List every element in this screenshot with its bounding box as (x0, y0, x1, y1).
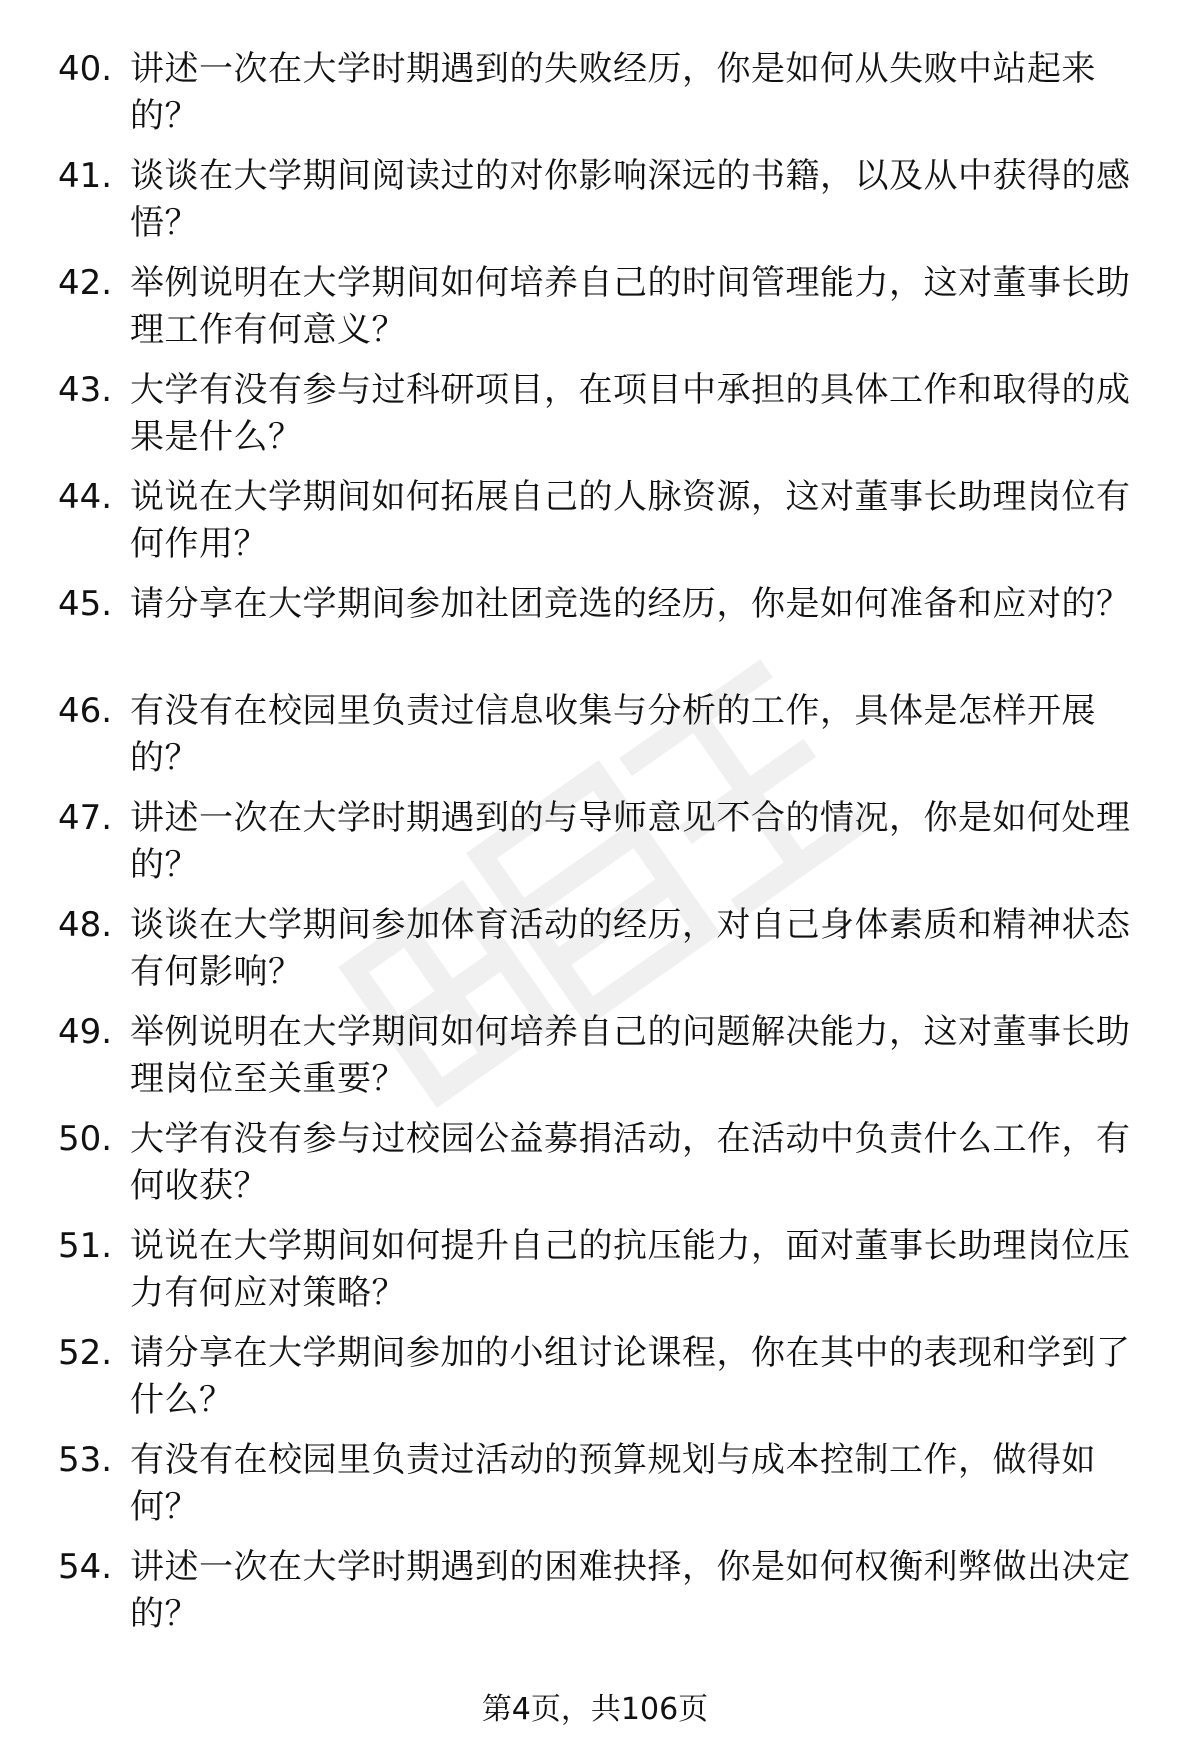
question-text: 讲述一次在大学时期遇到的困难抉择，你是如何权衡利弊做出决定的？ (130, 1547, 1131, 1634)
question-text: 有没有在校园里负责过信息收集与分析的工作，具体是怎样开展的？ (130, 691, 1096, 778)
question-number: 48. (58, 905, 113, 945)
question-item (58, 1009, 1148, 1116)
question-item (58, 46, 1148, 153)
question-item (58, 1437, 1148, 1544)
question-item (58, 581, 1148, 688)
question-item (58, 1223, 1148, 1330)
question-number: 44. (58, 477, 113, 517)
question-item (58, 902, 1148, 1009)
question-text: 说说在大学期间如何提升自己的抗压能力，面对董事长助理岗位压力有何应对策略？ (130, 1226, 1131, 1313)
question-number: 54. (58, 1547, 113, 1587)
page-footer (0, 1690, 1190, 1730)
question-text: 有没有在校园里负责过活动的预算规划与成本控制工作，做得如何？ (130, 1440, 1096, 1527)
question-item (58, 1544, 1148, 1651)
question-item (58, 153, 1148, 260)
page-number-label: 第4页，共106页 (481, 1692, 709, 1727)
question-number: 52. (58, 1333, 113, 1373)
question-item (58, 474, 1148, 581)
question-number: 41. (58, 156, 113, 196)
question-number: 45. (58, 584, 113, 624)
question-number: 43. (58, 370, 113, 410)
question-number: 53. (58, 1440, 113, 1480)
question-text: 请分享在大学期间参加社团竞选的经历，你是如何准备和应对的？ (130, 584, 1131, 624)
question-number: 46. (58, 691, 113, 731)
question-text: 请分享在大学期间参加的小组讨论课程，你在其中的表现和学到了什么？ (130, 1333, 1131, 1420)
question-number: 40. (58, 49, 113, 89)
question-item (58, 260, 1148, 367)
question-text: 举例说明在大学期间如何培养自己的问题解决能力，这对董事长助理岗位至关重要？ (130, 1012, 1131, 1099)
question-item (58, 1116, 1148, 1223)
question-item (58, 688, 1148, 795)
question-item (58, 795, 1148, 902)
question-text: 讲述一次在大学时期遇到的失败经历，你是如何从失败中站起来的？ (130, 49, 1096, 136)
question-text: 举例说明在大学期间如何培养自己的时间管理能力，这对董事长助理工作有何意义？ (130, 263, 1131, 350)
question-list (58, 46, 1148, 1651)
question-text: 大学有没有参与过科研项目，在项目中承担的具体工作和取得的成果是什么？ (130, 370, 1131, 457)
question-item (58, 367, 1148, 474)
question-text: 大学有没有参与过校园公益募捐活动，在活动中负责什么工作，有何收获？ (130, 1119, 1131, 1206)
question-text: 说说在大学期间如何拓展自己的人脉资源，这对董事长助理岗位有何作用？ (130, 477, 1131, 564)
question-text: 讲述一次在大学时期遇到的与导师意见不合的情况，你是如何处理的？ (130, 798, 1131, 885)
question-number: 49. (58, 1012, 113, 1052)
question-number: 50. (58, 1119, 113, 1159)
question-number: 47. (58, 798, 113, 838)
question-number: 42. (58, 263, 113, 303)
question-item (58, 1330, 1148, 1437)
question-number: 51. (58, 1226, 113, 1266)
question-text: 谈谈在大学期间参加体育活动的经历，对自己身体素质和精神状态有何影响？ (130, 905, 1131, 992)
question-text: 谈谈在大学期间阅读过的对你影响深远的书籍，以及从中获得的感悟？ (130, 156, 1131, 243)
